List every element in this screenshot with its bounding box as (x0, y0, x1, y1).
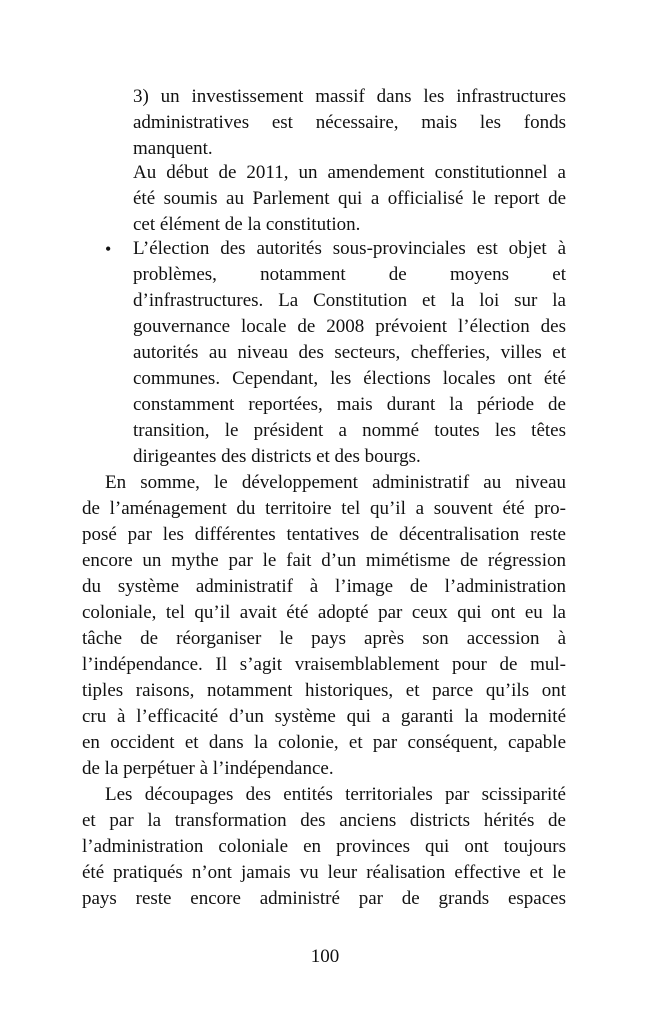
paragraph1-line-4: encore un mythe par le fait d’un mimétisme de régression (82, 550, 566, 571)
paragraph1-line-10: cru à l’efficacité d’un système qui a garanti la modernité (82, 706, 566, 727)
paragraph1-line-1: En somme, le développement administratif au niveau (105, 472, 566, 493)
bullet-dot-icon: • (105, 239, 112, 259)
paragraph1-line-12: de la perpétuer à l’indépendance. (82, 758, 334, 779)
paragraph1-line-9: tiples raisons, notamment historiques, et parce qu’ils ont (82, 680, 566, 701)
paragraph1-line-11: en occident et dans la colonie, et par conséquent, capable (82, 732, 566, 753)
bullet-line-9: dirigeantes des districts et des bourgs. (133, 446, 421, 467)
bullet-line-5: autorités au niveau des secteurs, chefferies, villes et (133, 342, 566, 363)
item3-line-1: 3) un investissement massif dans les infrastructures (133, 86, 566, 107)
bullet-line-8: transition, le président a nommé toutes les têtes (133, 420, 566, 441)
paragraph2-line-5: pays reste encore administré par de grands espaces (82, 888, 566, 909)
paragraph2-line-4: été pratiqués n’ont jamais vu leur réalisation effective et le (82, 862, 566, 883)
bullet-line-2: problèmes, notamment de moyens et (133, 264, 566, 285)
bullet-line-6: communes. Cependant, les élections locales ont été (133, 368, 566, 389)
amendment-line-2: été soumis au Parlement qui a officialisé le report de (133, 188, 566, 209)
amendment-line-3: cet élément de la constitution. (133, 214, 361, 235)
paragraph1-line-7: tâche de réorganiser le pays après son accession à (82, 628, 566, 649)
paragraph1-line-5: du système administratif à l’image de l’administration (82, 576, 566, 597)
paragraph1-line-8: l’indépendance. Il s’agit vraisemblablement pour de mul- (82, 654, 566, 675)
bullet-line-1: L’élection des autorités sous-provinciales est objet à (133, 238, 566, 259)
paragraph2-line-1: Les découpages des entités territoriales par scissiparité (105, 784, 566, 805)
paragraph1-line-6: coloniale, tel qu’il avait été adopté par ceux qui ont eu la (82, 602, 566, 623)
paragraph2-line-2: et par la transformation des anciens districts hérités de (82, 810, 566, 831)
paragraph2-line-3: l’administration coloniale en provinces qui ont toujours (82, 836, 566, 857)
item3-line-3: manquent. (133, 138, 213, 159)
bullet-line-7: constamment reportées, mais durant la période de (133, 394, 566, 415)
amendment-line-1: Au début de 2011, un amendement constitutionnel a (133, 162, 566, 183)
item3-line-2: administratives est nécessaire, mais les fonds (133, 112, 566, 133)
paragraph1-line-3: posé par les différentes tentatives de décentralisation reste (82, 524, 566, 545)
page-number: 100 (310, 946, 340, 967)
bullet-line-4: gouvernance locale de 2008 prévoient l’élection des (133, 316, 566, 337)
paragraph1-line-2: de l’aménagement du territoire tel qu’il a souvent été pro- (82, 498, 566, 519)
bullet-line-3: d’infrastructures. La Constitution et la loi sur la (133, 290, 566, 311)
